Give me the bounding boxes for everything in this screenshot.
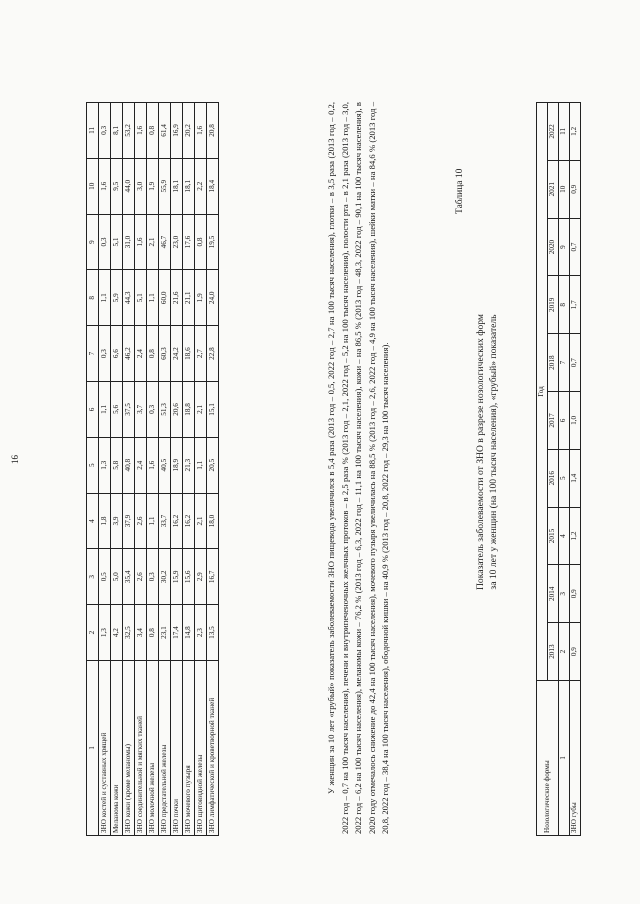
table-row <box>171 103 183 836</box>
value-cell: 18,8 <box>183 382 195 438</box>
header-cell: 8 <box>87 270 99 326</box>
value-cell: 19,5 <box>207 214 219 270</box>
value-cell: 60,3 <box>159 326 171 382</box>
header-cell: 4 <box>87 493 99 549</box>
value-cell: 51,3 <box>159 382 171 438</box>
value-cell: 18,1 <box>171 158 183 214</box>
row-name: ЗНО почки <box>171 661 183 836</box>
table-row <box>195 103 207 836</box>
incidence-table-women <box>536 102 581 836</box>
value-cell: 0,3 <box>99 103 111 159</box>
value-cell: 17,4 <box>171 605 183 661</box>
column-numbers-row <box>559 103 570 836</box>
value-cell: 20,5 <box>207 437 219 493</box>
value-cell: 2,4 <box>135 437 147 493</box>
value-cell: 18,0 <box>207 493 219 549</box>
value-cell: 21,1 <box>183 270 195 326</box>
header-cell: 1 <box>87 661 99 836</box>
header-cell: 3 <box>87 549 99 605</box>
value-cell: 5,8 <box>111 437 123 493</box>
col-number-cell: 6 <box>559 392 570 450</box>
body-paragraph: У женщин за 10 лет «грубый» показатель заболеваемости ЗНО пищевода увеличился в 5,4 раза (2013 год – 0,5, 2022 год – 2,7 на 100 тысяч населения), глотки – в 3,5 раза (2013 год – 0,2, 2022 год – 0,7 на 100 тысяч населения), печени и внутрипеченочных желчных протоков – в 2,5 раза % (2013 год – 2,1, 2022 год – 5,2 на 100 тысяч населения), полости рта – в 2,1 раза (2013 год – 3,0, 2022 год – 6,2 на 100 тысяч населения), меланомы кожи – 76,2 % (2013 год – 6,3, 2022 год – 11,1 на 100 тысяч населения), кожи – на 86,5 % (2013 год – 48,3, 2022 год – 90,1 на 100 тысяч населения), в 2020 году отмечалось снижение до 42,4 на 100 тысяч населения), мочевого пузыря увеличилась на 88,5 % (2013 год – 2,6, 2022 год – 4,9 на 100 тысяч населения), шейки матки – на 84,6 % (2013 год – 20,8, 2022 год – 38,4 на 100 тысяч населения), ободочной кишки – на 40,9 % (2013 год – 20,8, 2022 год – 29,3 на 100 тысяч населения). <box>326 102 391 834</box>
year-cell: 2015 <box>548 507 559 565</box>
year-cell: 2022 <box>548 103 559 161</box>
value-cell: 1,1 <box>147 493 159 549</box>
value-cell: 24,0 <box>207 270 219 326</box>
value-cell: 0,5 <box>99 549 111 605</box>
value-cell: 3,9 <box>111 493 123 549</box>
value-cell: 1,1 <box>99 382 111 438</box>
value-cell: 8,1 <box>111 103 123 159</box>
col-number-cell: 7 <box>559 334 570 392</box>
table-header-row <box>537 103 548 836</box>
value-cell: 20,2 <box>183 103 195 159</box>
col-name-header: Нозологические формы <box>537 681 559 836</box>
table-row <box>99 103 111 836</box>
value-cell: 3,0 <box>135 158 147 214</box>
row-name: ЗНО костей и суставных хрящей <box>99 661 111 836</box>
value-cell: 0,8 <box>147 605 159 661</box>
value-cell: 21,3 <box>183 437 195 493</box>
col-number-cell: 8 <box>559 276 570 334</box>
value-cell: 31,0 <box>123 214 135 270</box>
value-cell: 22,8 <box>207 326 219 382</box>
table-row <box>111 103 123 836</box>
value-cell: 20,6 <box>171 382 183 438</box>
value-cell: 0,8 <box>195 214 207 270</box>
value-cell: 1,2 <box>570 103 581 161</box>
value-cell: 0,3 <box>99 326 111 382</box>
value-cell: 16,9 <box>171 103 183 159</box>
value-cell: 0,9 <box>570 623 581 681</box>
row-name: ЗНО губы <box>570 681 581 836</box>
year-cell: 2014 <box>548 565 559 623</box>
row-name: ЗНО соединительной и мягких тканей <box>135 661 147 836</box>
col-number-cell: 5 <box>559 449 570 507</box>
value-cell: 21,6 <box>171 270 183 326</box>
col-number-cell: 9 <box>559 218 570 276</box>
row-name: ЗНО кожи (кроме меланомы) <box>123 661 135 836</box>
table-row <box>570 103 581 836</box>
value-cell: 2,2 <box>195 158 207 214</box>
value-cell: 37,5 <box>123 382 135 438</box>
value-cell: 3,4 <box>135 605 147 661</box>
value-cell: 4,2 <box>111 605 123 661</box>
value-cell: 0,9 <box>570 565 581 623</box>
value-cell: 1,1 <box>195 437 207 493</box>
col-number-cell: 4 <box>559 507 570 565</box>
value-cell: 1,9 <box>147 158 159 214</box>
value-cell: 2,6 <box>135 549 147 605</box>
row-name: ЗНО молочной железы <box>147 661 159 836</box>
value-cell: 30,2 <box>159 549 171 605</box>
value-cell: 15,9 <box>171 549 183 605</box>
header-cell: 10 <box>87 158 99 214</box>
col-number-cell: 10 <box>559 160 570 218</box>
table-title-line1: Показатель заболеваемости от ЗНО в разрезе нозологических форм <box>475 314 486 590</box>
col-number-cell: 11 <box>559 103 570 161</box>
value-cell: 40,5 <box>159 437 171 493</box>
value-cell: 23,0 <box>171 214 183 270</box>
value-cell: 60,0 <box>159 270 171 326</box>
value-cell: 18,6 <box>183 326 195 382</box>
value-cell: 14,8 <box>183 605 195 661</box>
value-cell: 2,7 <box>195 326 207 382</box>
value-cell: 1,0 <box>570 392 581 450</box>
value-cell: 1,1 <box>147 270 159 326</box>
value-cell: 32,5 <box>123 605 135 661</box>
value-cell: 0,7 <box>570 218 581 276</box>
value-cell: 1,3 <box>99 437 111 493</box>
value-cell: 5,9 <box>111 270 123 326</box>
value-cell: 5,0 <box>111 549 123 605</box>
year-cell: 2013 <box>548 623 559 681</box>
value-cell: 55,9 <box>159 158 171 214</box>
table-row <box>207 103 219 836</box>
value-cell: 3,7 <box>135 382 147 438</box>
value-cell: 0,3 <box>147 549 159 605</box>
table-row <box>159 103 171 836</box>
row-name: Меланома кожи <box>111 661 123 836</box>
table-caption: Таблица 10 <box>455 168 465 214</box>
value-cell: 1,6 <box>135 103 147 159</box>
value-cell: 5,1 <box>135 270 147 326</box>
value-cell: 0,9 <box>570 160 581 218</box>
value-cell: 1,9 <box>195 270 207 326</box>
value-cell: 5,6 <box>111 382 123 438</box>
value-cell: 44,3 <box>123 270 135 326</box>
value-cell: 6,6 <box>111 326 123 382</box>
value-cell: 16,2 <box>183 493 195 549</box>
value-cell: 40,8 <box>123 437 135 493</box>
value-cell: 13,5 <box>207 605 219 661</box>
table-row <box>135 103 147 836</box>
year-cell: 2019 <box>548 276 559 334</box>
incidence-table-men <box>86 102 219 836</box>
table-row <box>123 103 135 836</box>
value-cell: 1,6 <box>135 214 147 270</box>
value-cell: 2,6 <box>135 493 147 549</box>
year-cell: 2016 <box>548 449 559 507</box>
row-name: ЗНО мочевого пузыря <box>183 661 195 836</box>
year-cell: 2017 <box>548 392 559 450</box>
value-cell: 18,4 <box>207 158 219 214</box>
page-number: 16 <box>10 455 20 464</box>
value-cell: 15,1 <box>207 382 219 438</box>
value-cell: 2,1 <box>195 493 207 549</box>
table-header-row <box>87 103 99 836</box>
value-cell: 9,5 <box>111 158 123 214</box>
value-cell: 0,8 <box>147 326 159 382</box>
value-cell: 33,7 <box>159 493 171 549</box>
col-number-cell: 3 <box>559 565 570 623</box>
row-name: ЗНО щитовидной железы <box>195 661 207 836</box>
header-cell: 9 <box>87 214 99 270</box>
value-cell: 1,6 <box>99 158 111 214</box>
value-cell: 0,3 <box>99 214 111 270</box>
value-cell: 61,4 <box>159 103 171 159</box>
value-cell: 1,3 <box>99 605 111 661</box>
value-cell: 46,2 <box>123 326 135 382</box>
row-name: ЗНО предстательной железы <box>159 661 171 836</box>
value-cell: 16,2 <box>171 493 183 549</box>
col-number-cell: 1 <box>559 681 570 836</box>
col-number-cell: 2 <box>559 623 570 681</box>
value-cell: 44,0 <box>123 158 135 214</box>
value-cell: 1,2 <box>570 507 581 565</box>
value-cell: 5,1 <box>111 214 123 270</box>
table-row <box>183 103 195 836</box>
value-cell: 2,3 <box>195 605 207 661</box>
value-cell: 24,2 <box>171 326 183 382</box>
value-cell: 0,3 <box>147 382 159 438</box>
value-cell: 20,8 <box>207 103 219 159</box>
year-header: Год <box>537 103 548 681</box>
value-cell: 0,7 <box>570 334 581 392</box>
header-cell: 11 <box>87 103 99 159</box>
year-cell: 2018 <box>548 334 559 392</box>
year-cell: 2020 <box>548 218 559 276</box>
value-cell: 18,9 <box>171 437 183 493</box>
value-cell: 37,9 <box>123 493 135 549</box>
value-cell: 17,6 <box>183 214 195 270</box>
value-cell: 1,6 <box>147 437 159 493</box>
value-cell: 1,4 <box>570 449 581 507</box>
year-cell: 2021 <box>548 160 559 218</box>
value-cell: 15,6 <box>183 549 195 605</box>
value-cell: 0,8 <box>147 103 159 159</box>
header-cell: 7 <box>87 326 99 382</box>
table-row <box>147 103 159 836</box>
value-cell: 46,7 <box>159 214 171 270</box>
value-cell: 23,1 <box>159 605 171 661</box>
header-cell: 5 <box>87 437 99 493</box>
value-cell: 1,1 <box>99 270 111 326</box>
value-cell: 16,7 <box>207 549 219 605</box>
header-cell: 2 <box>87 605 99 661</box>
table-title-line2: за 10 лет у женщин (на 100 тысяч населения), «грубый» показатель <box>488 314 499 590</box>
value-cell: 35,4 <box>123 549 135 605</box>
value-cell: 2,4 <box>135 326 147 382</box>
value-cell: 1,6 <box>195 103 207 159</box>
row-name: ЗНО лимфатической и кроветворной тканей <box>207 661 219 836</box>
value-cell: 2,9 <box>195 549 207 605</box>
value-cell: 2,1 <box>147 214 159 270</box>
header-cell: 6 <box>87 382 99 438</box>
value-cell: 53,2 <box>123 103 135 159</box>
value-cell: 2,1 <box>195 382 207 438</box>
value-cell: 1,7 <box>570 276 581 334</box>
value-cell: 1,8 <box>99 493 111 549</box>
value-cell: 18,1 <box>183 158 195 214</box>
